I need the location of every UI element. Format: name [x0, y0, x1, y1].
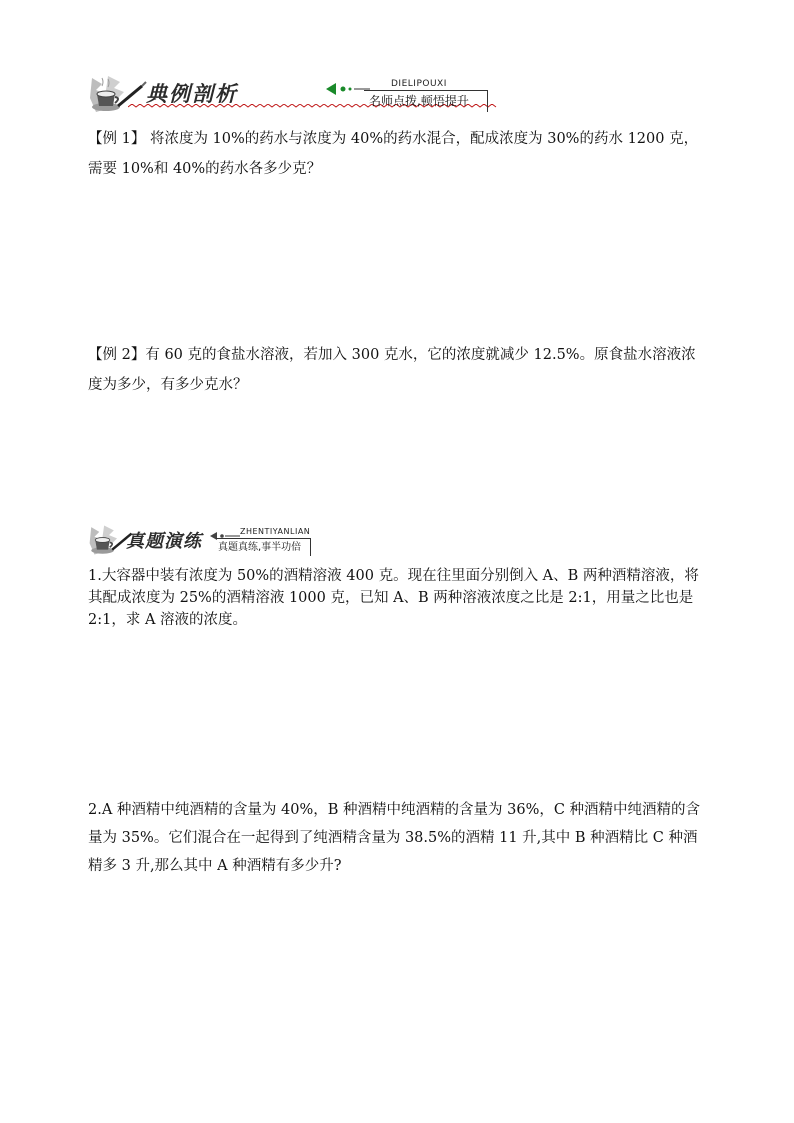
section-title: 典例剖析 — [146, 81, 238, 106]
section-tagline: 名师点拨,顿悟提升 — [364, 90, 488, 112]
section-pinyin: DIELIPOUXI — [391, 79, 447, 89]
example-label: 【例 2】 — [88, 347, 146, 363]
example-text: 有 60 克的食盐水溶液，若加入 300 克水，它的浓度就减少 12.5%。原食盐水溶液浓度为多少，有多少克水？ — [88, 347, 696, 393]
example-problem — [88, 124, 706, 184]
section-header-practice — [88, 522, 318, 562]
practice-problem: 2.A 种酒精中纯酒精的含量为 40%，B 种酒精中纯酒精的含量为 36%，C 种酒精中纯酒精的含量为 35%。它们混合在一起得到了纯酒精含量为 38.5%的酒精 11 升,其中 B 种酒精比 C 种酒精多 3 升,那么其中 A 种酒精有多少升? — [88, 802, 701, 874]
section-tagline: 真题真练,事半功倍 — [216, 538, 311, 556]
section-pinyin: ZHENTIYANLIAN — [240, 527, 311, 536]
section-title: 真题演练 — [126, 531, 202, 552]
practice-problem: 1.大容器中装有浓度为 50%的酒精溶液 400 克。现在往里面分别倒入 A、B 两种酒精溶液，将其配成浓度为 25%的酒精溶液 1000 克，已知 A、B 两种溶液浓度之比是 2:1，用量之比也是 2:1，求 A 溶液的浓度。 — [88, 568, 699, 628]
example-label: 【例 1】 — [88, 131, 146, 147]
section-header-examples — [88, 74, 488, 114]
example-text: 将浓度为 10%的药水与浓度为 40%的药水混合，配成浓度为 30%的药水 1200 克，需要 10%和 40%的药水各多少克？ — [88, 131, 699, 177]
example-problem — [88, 340, 706, 400]
